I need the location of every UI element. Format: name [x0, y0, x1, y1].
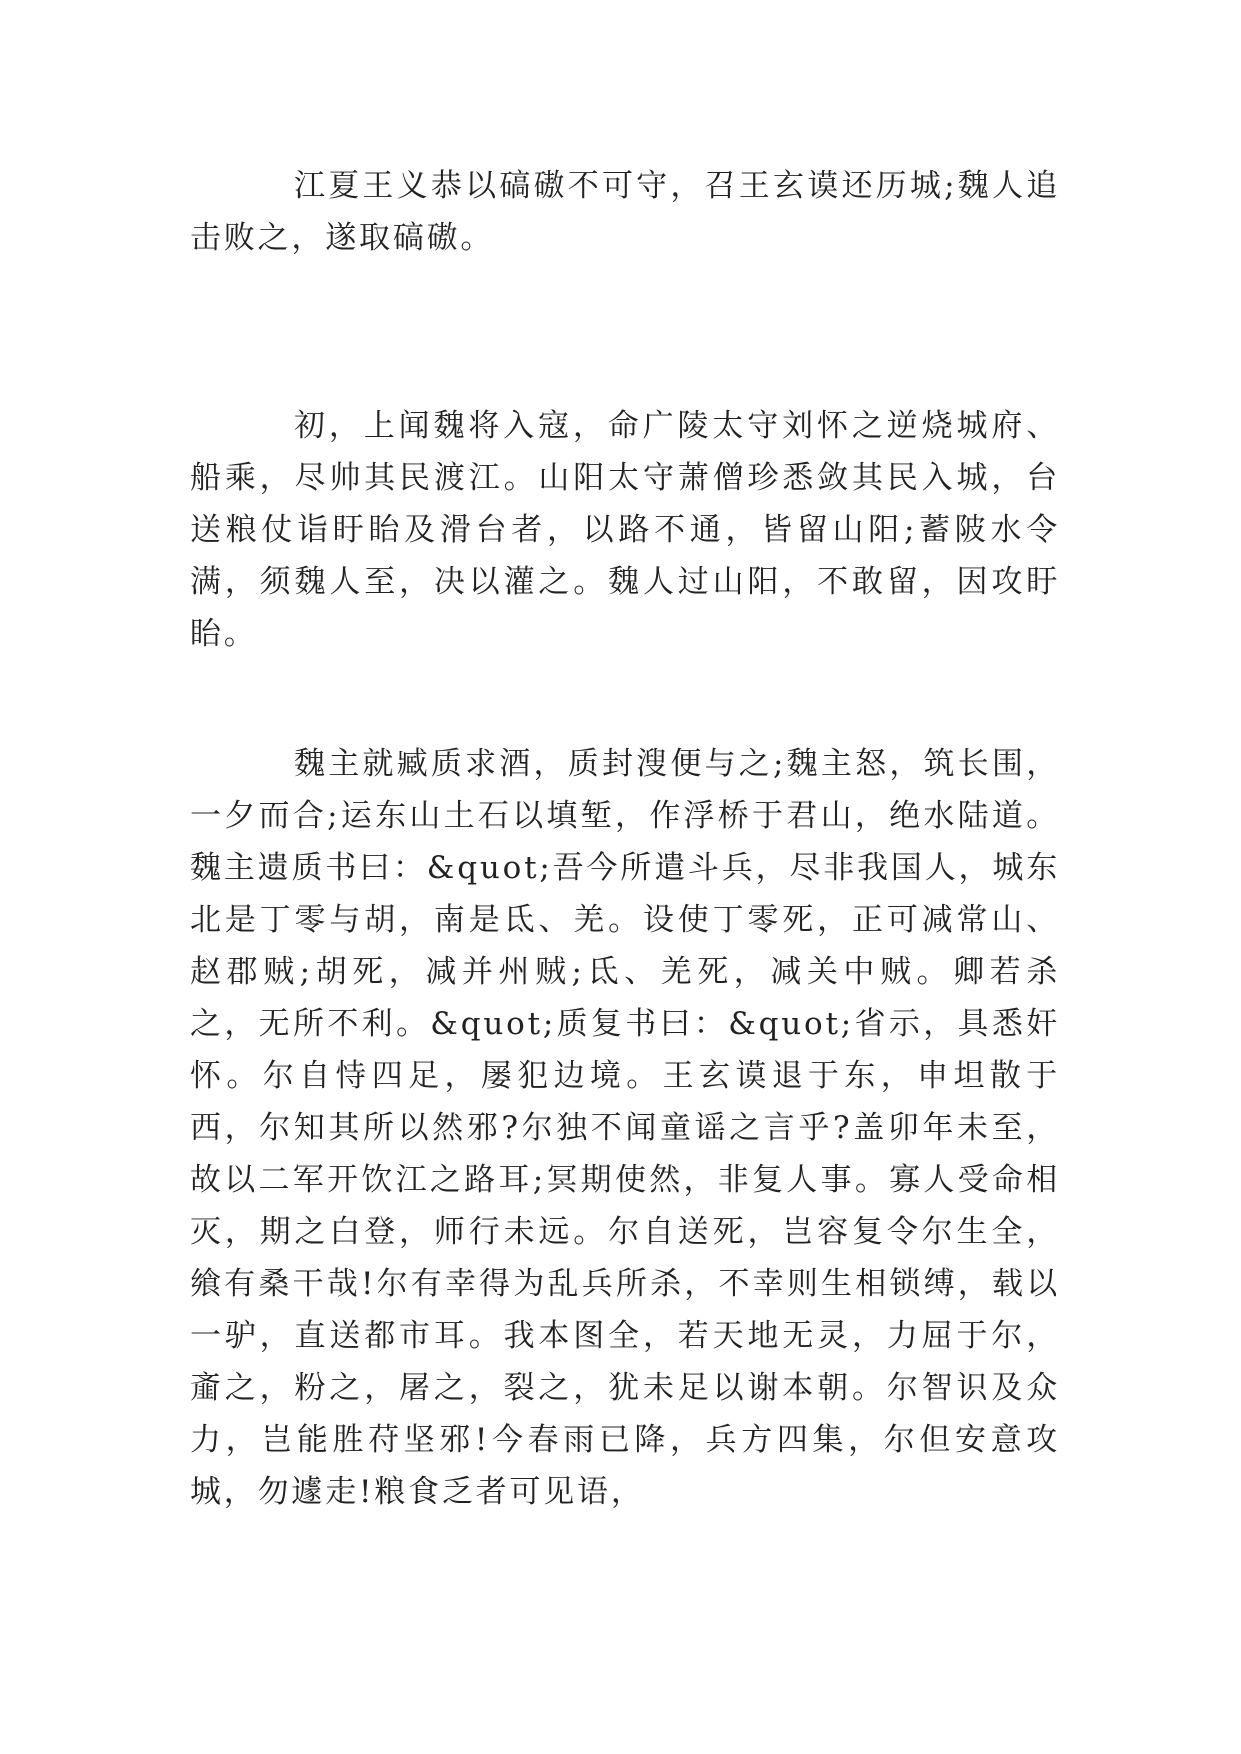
paragraph-1: 江夏王义恭以碻磝不可守，召王玄谟还历城;魏人追击败之，遂取碻磝。 — [190, 168, 1060, 256]
paragraph-2: 初，上闻魏将入寇，命广陵太守刘怀之逆烧城府、船乘，尽帅其民渡江。山阳太守萧僧珍悉敛其民入城，台送粮仗诣盱眙及滑台者，以路不通，皆留山阳;蓄陂水令满，须魏人至，决以灌之。魏人过山阳，不敢留，因攻盱眙。 — [190, 408, 1060, 652]
paragraph-3: 魏主就臧质求酒，质封溲便与之;魏主怒，筑长围，一夕而合;运东山土石以填堑，作浮桥于君山，绝水陆道。魏主遗质书曰：&quot;吾今所遣斗兵，尽非我国人，城东北是丁零与胡，南是氐、羌。设使丁零死，正可减常山、赵郡贼;胡死，减并州贼;氐、羌死，减关中贼。卿若杀之，无所不利。&quot;质复书曰：&quot;省示，具悉奸怀。尔自恃四足，屡犯边境。王玄谟退于东，申坦散于西，尔知其所以然邪?尔独不闻童谣之言乎?盖卯年未至，故以二军开饮江之路耳;冥期使然，非复人事。寡人受命相灭，期之白登，师行未远。尔自送死，岂容复令尔生全，飨有桑干哉!尔有幸得为乱兵所杀，不幸则生相锁缚，载以一驴，直送都市耳。我本图全，若天地无灵，力屈于尔，齑之，粉之，屠之，裂之，犹未足以谢本朝。尔智识及众力，岂能胜苻坚邪!今春雨已降，兵方四集，尔但安意攻城，勿遽走!粮食乏者可见语， — [190, 746, 1060, 1510]
